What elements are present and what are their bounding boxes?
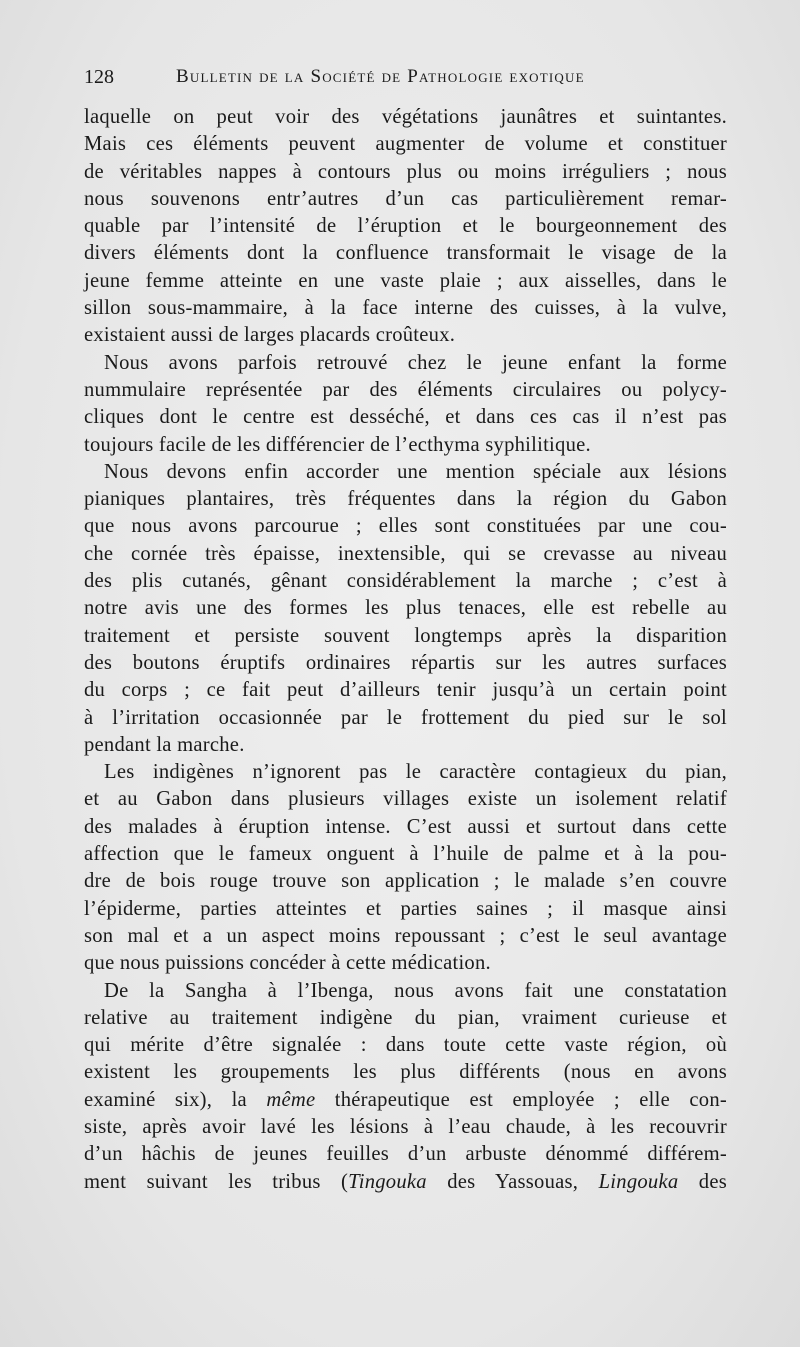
text-line: existent les groupements les plus différents (nous en avons: [84, 1061, 727, 1084]
text-line: pendant la marche.: [84, 733, 245, 756]
text-line: quable par l’intensité de l’éruption et le bourgeonnement des: [84, 215, 727, 238]
text-line: du corps ; ce fait peut d’ailleurs tenir jusqu’à un certain point: [84, 679, 727, 702]
text-line: divers éléments dont la confluence transformait le visage de la: [84, 242, 727, 265]
text-line: des boutons éruptifs ordinaires répartis sur les autres surfaces: [84, 651, 727, 674]
text-segment: thérapeutique est employée ; elle con-: [315, 1088, 727, 1111]
italic-term: même: [266, 1088, 316, 1111]
page-number: 128: [84, 66, 114, 88]
text-line: toujours facile de les différencier de l’ecthyma syphilitique.: [84, 433, 591, 456]
text-line: Les indigènes n’ignorent pas le caractère contagieux du pian,: [104, 761, 727, 784]
text-line: Mais ces éléments peuvent augmenter de volume et constituer: [84, 133, 727, 156]
text-segment: des Yassouas,: [426, 1170, 599, 1193]
text-line: des plis cutanés, gênant considérablement la marche ; c’est à: [84, 570, 727, 593]
text-line: Nous devons enfin accorder une mention spéciale aux lésions: [104, 460, 727, 483]
text-line: sillon sous-mammaire, à la face interne des cuisses, à la vulve,: [84, 297, 727, 320]
text-line: que nous puissions concéder à cette médication.: [84, 952, 491, 975]
text-line: notre avis une des formes les plus tenaces, elle est rebelle au: [84, 597, 727, 620]
text-line: de véritables nappes à contours plus ou moins irréguliers ; nous: [84, 160, 727, 183]
text-segment: examiné six), la: [84, 1088, 267, 1111]
italic-term: Tingouka: [348, 1170, 427, 1193]
text-segment: ment suivant les tribus (: [84, 1170, 349, 1193]
text-line: cliques dont le centre est desséché, et dans ces cas il n’est pas: [84, 406, 727, 429]
journal-title: Bulletin de la Société de Pathologie exotique: [176, 66, 585, 87]
text-line: et au Gabon dans plusieurs villages existe un isolement relatif: [84, 788, 727, 811]
italic-term: Lingouka: [598, 1170, 679, 1193]
text-line: que nous avons parcourue ; elles sont constituées par une cou-: [84, 515, 727, 538]
text-line: nummulaire représentée par des éléments circulaires ou polycy-: [84, 378, 727, 401]
text-line: Nous avons parfois retrouvé chez le jeune enfant la forme: [104, 351, 727, 374]
text-line: traitement et persiste souvent longtemps après la disparition: [84, 624, 727, 647]
text-line: laquelle on peut voir des végétations jaunâtres et suintantes.: [84, 106, 727, 128]
text-line: qui mérite d’être signalée : dans toute cette vaste région, où: [84, 1034, 727, 1057]
text-line: De la Sangha à l’Ibenga, nous avons fait une constatation: [104, 979, 727, 1002]
text-line: des malades à éruption intense. C’est aussi et surtout dans cette: [84, 815, 727, 838]
text-line: d’un hâchis de jeunes feuilles d’un arbuste dénommé différem-: [84, 1143, 727, 1166]
text-line: relative au traitement indigène du pian, vraiment curieuse et: [84, 1006, 727, 1029]
text-line: siste, après avoir lavé les lésions à l’eau chaude, à les recouvrir: [84, 1115, 727, 1138]
text-line: existaient aussi de larges placards croûteux.: [84, 324, 456, 347]
text-line: pianiques plantaires, très fréquentes dans la région du Gabon: [84, 488, 727, 511]
text-line: [84, 1087, 727, 1114]
text-line: che cornée très épaisse, inextensible, qui se crevasse au niveau: [84, 542, 727, 565]
text-line: [84, 1169, 727, 1196]
running-header: [84, 62, 734, 92]
text-segment: des: [678, 1170, 728, 1193]
text-line: dre de bois rouge trouve son application ; le malade s’en couvre: [84, 870, 727, 893]
text-line: son mal et a un aspect moins repoussant ; c’est le seul avantage: [84, 924, 727, 947]
text-line: jeune femme atteinte en une vaste plaie ; aux aisselles, dans le: [84, 269, 727, 292]
text-line: l’épiderme, parties atteintes et parties saines ; il masque ainsi: [84, 897, 727, 920]
text-line: nous souvenons entr’autres d’un cas particulièrement remar-: [84, 187, 727, 210]
body-text: [84, 104, 727, 1196]
text-line: affection que le fameux onguent à l’huile de palme et à la pou-: [84, 843, 727, 866]
text-line: à l’irritation occasionnée par le frottement du pied sur le sol: [84, 706, 727, 729]
